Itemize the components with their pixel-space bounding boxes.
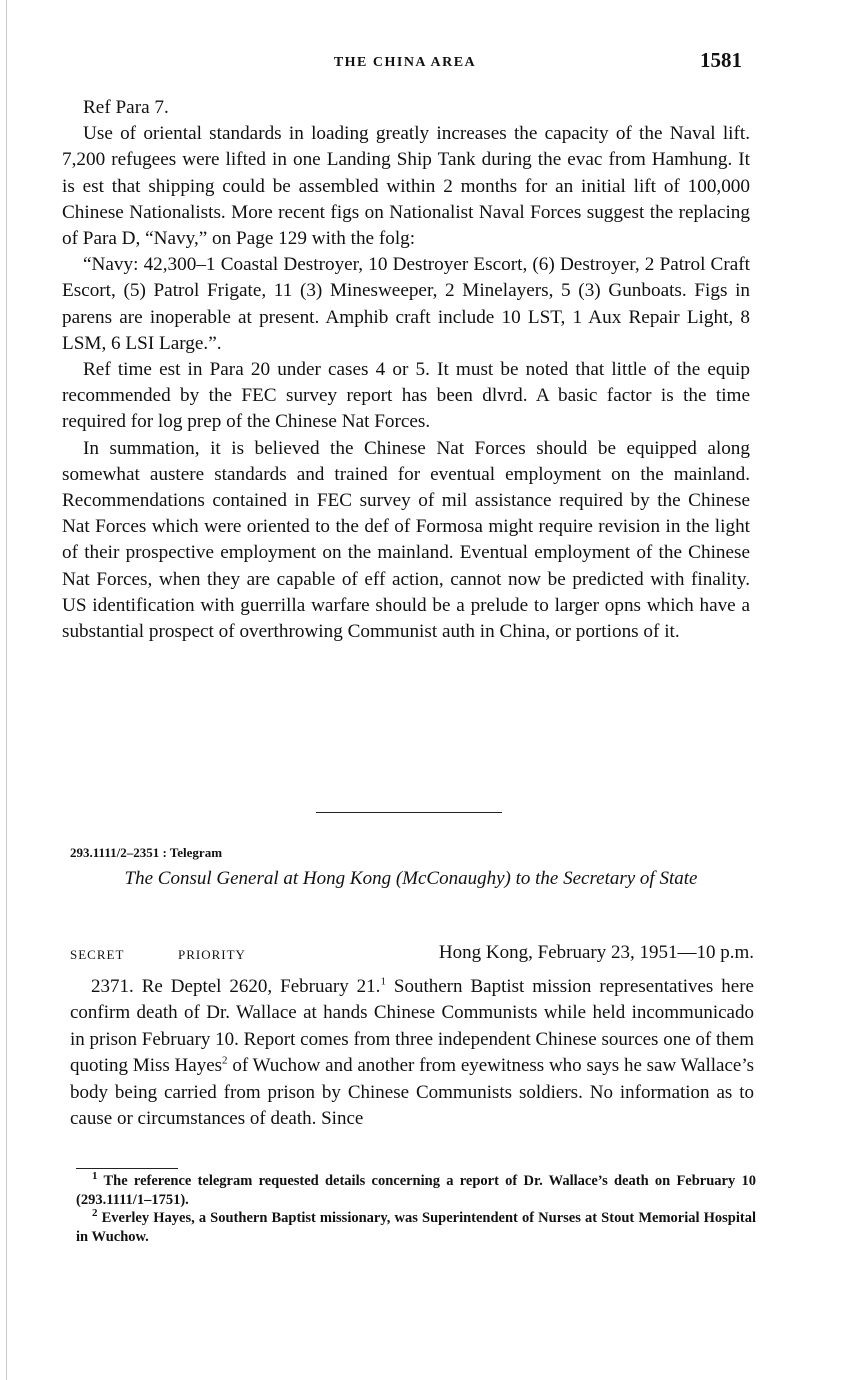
footnotes [76,1172,756,1246]
footnote-2 [76,1209,756,1246]
footnote-2-text: Everley Hayes, a Southern Baptist missionary, was Superintendent of Nurses at Stout Memorial Hospital in Wuchow. [76,1210,756,1245]
telegram-text-b: Southern Baptist mission representatives here confirm death of Dr. Wallace at hands Chinese Communists while held incommunicado in prison February 10. Report comes from three independent Chinese sources one of them quoting Miss Hayes [70,976,754,1077]
page-number: 1581 [700,48,742,72]
page-edge-line [6,0,7,1380]
dateline-place: Hong Kong [438,942,529,963]
telegram-number: 2371. [91,976,134,997]
footnote-ref-1[interactable]: 1 [380,975,386,988]
document-title: The Consul General at Hong Kong (McConaughy) to the Secretary of State [124,868,698,889]
quote-navy-figures: “Navy: 42,300–1 Coastal Destroyer, 10 Destroyer Escort, (6) Destroyer, 2 Patrol Craft Escort, (5) Patrol Frigate, 11 (3) Minesweeper, 2 Minelayers, 5 (3) Gunboats. Figs in parens are inoperable at present. Amphib craft include 10 LST, 1 Aux Repair Light, 8 LSM, 6 LSI Large.”. [62,254,750,354]
telegram-body [70,974,754,1132]
footnote-1 [76,1172,756,1209]
body-text [62,95,750,645]
classification-secret: SECRET [70,947,125,962]
classification-priority: PRIORITY [178,947,246,962]
paragraph-naval-lift: Use of oriental standards in loading greatly increases the capacity of the Naval lift. 7,200 refugees were lifted in one Landing Ship Tank during the evac from Hamhung. It is est that shipping could be assembled within 2 months for an initial lift of 100,000 Chinese Nationalists. More recent figs on Nationalist Naval Forces suggest the replacing of Para D, “Navy,” on Page 129 with the folg: [62,123,750,250]
footnote-1-mark: 1 [92,1170,98,1183]
classification-line [70,942,754,968]
telegram-text-a: Re Deptel 2620, February 21. [133,976,381,997]
ref-para-7: Ref Para 7. [83,97,169,118]
telegram-paragraph [70,974,754,1132]
footnote-1-text: The reference telegram requested details concerning a report of Dr. Wallace’s death on February 10 (293.1111/1–1751). [76,1173,756,1208]
telegram-text-c: of Wuchow and another from eyewitness who says he saw Wallace’s body being carried from prison by Chinese Communists soldiers. No information as to cause or circumstances of death. Since [70,1055,754,1130]
footnote-ref-2[interactable]: 2 [222,1054,228,1067]
paragraph-ref-time: Ref time est in Para 20 under cases 4 or 5. It must be noted that little of the equip recommended by the FEC survey report has been dlvrd. A basic factor is the time required for log prep of the Chinese Nat Forces. [62,359,750,433]
document-file-number: 293.1111/2–2351 : Telegram [70,845,223,860]
footnote-2-mark: 2 [92,1207,98,1220]
footnote-rule [76,1168,178,1169]
running-head: THE CHINA AREA [333,55,477,70]
section-separator [316,812,502,813]
dateline [439,942,754,964]
dateline-date: , February 23, 1951—10 p.m. [528,942,754,963]
page-header [60,50,750,80]
paragraph-summation: In summation, it is believed the Chinese Nat Forces should be equipped along somewhat austere standards and trained for eventual employment on the mainland. Recommendations contained in FEC survey of mil assistance required by the Chinese Nat Forces which were oriented to the def of Formosa might require revision in the light of their prospective employment on the mainland. Eventual employment of the Chinese Nat Forces, when they are capable of eff action, cannot now be predicted with finality. US identification with guerrilla warfare should be a prelude to larger opns which have a substantial prospect of overthrowing Communist auth in China, or portions of it. [62,437,750,643]
